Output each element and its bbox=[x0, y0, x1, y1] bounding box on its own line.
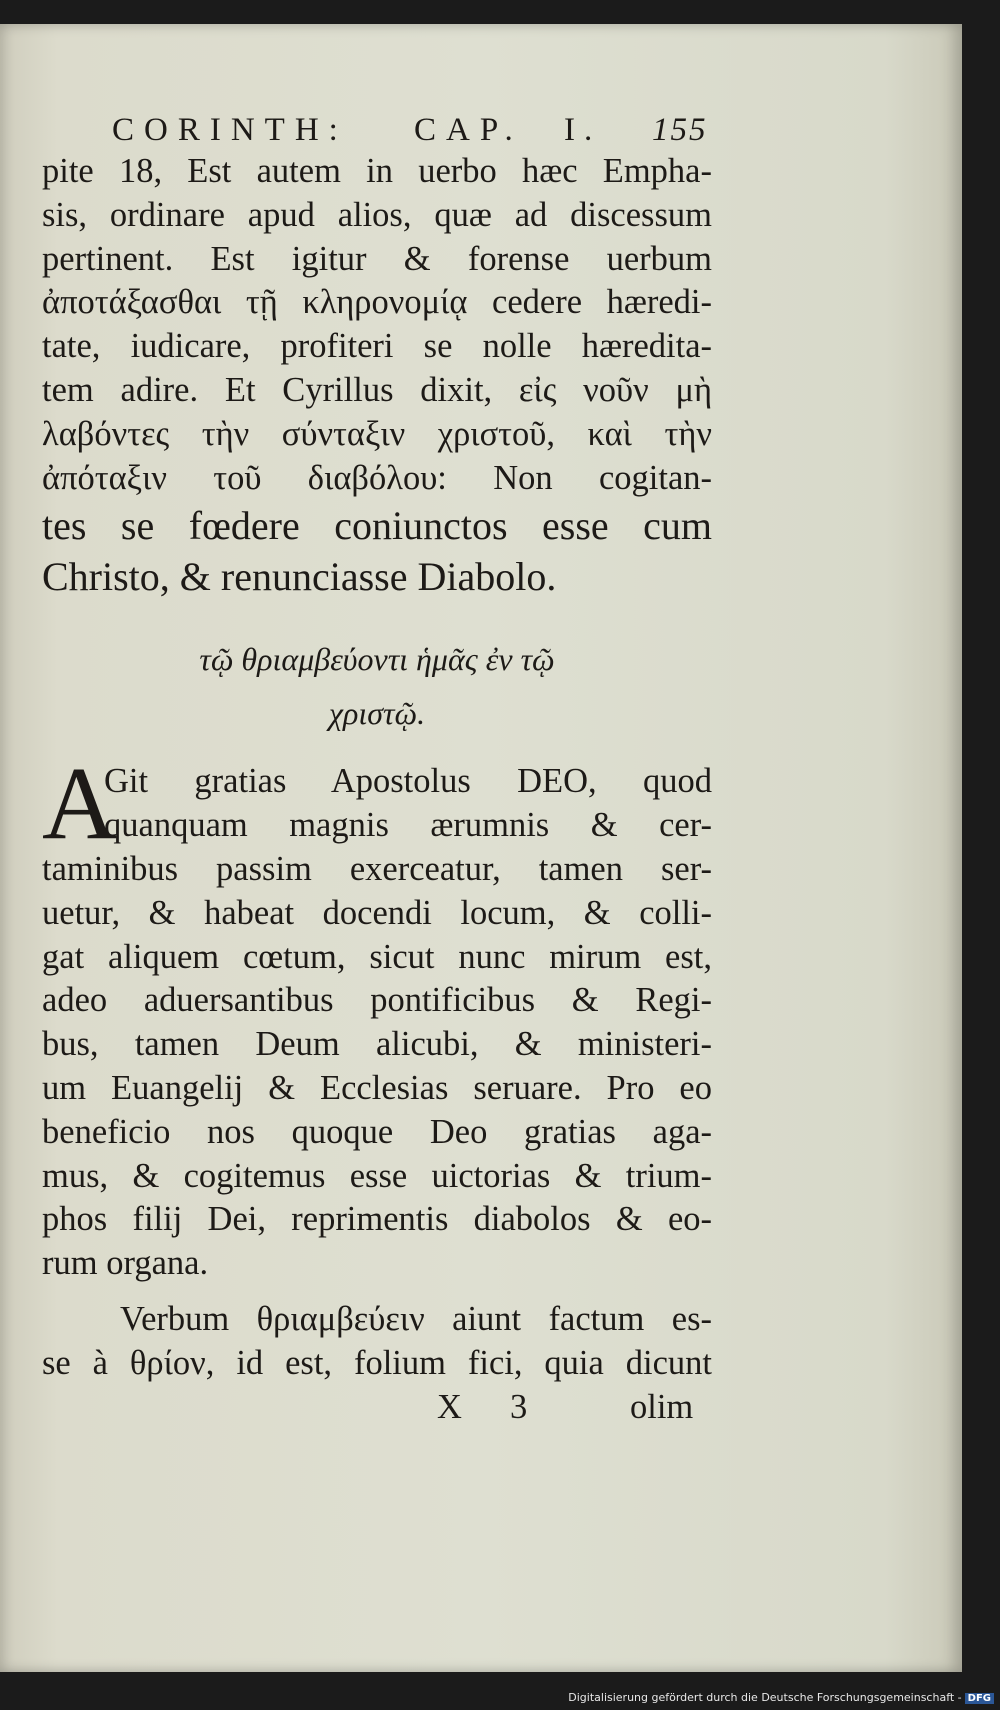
text-line: bus, tamen Deum alicubi, & ministeri- bbox=[42, 1025, 712, 1064]
drop-cap: A bbox=[42, 746, 118, 862]
dfg-logo: DFG bbox=[965, 1693, 994, 1704]
text-line: adeo aduersantibus pontificibus & Regi- bbox=[42, 981, 712, 1020]
signature-line bbox=[42, 1386, 712, 1430]
text-line: se à θρίον, id est, folium fici, quia dicunt bbox=[42, 1343, 712, 1382]
signature-number: 3 bbox=[510, 1387, 528, 1426]
text-line: sis, ordinare apud alios, quæ ad discessum bbox=[42, 195, 712, 234]
credit-text: Digitalisierung gefördert durch die Deutsche Forschungsgemeinschaft - bbox=[568, 1691, 962, 1704]
main-text-block bbox=[42, 150, 712, 1430]
text-line: gat aliquem cœtum, sicut nunc mirum est, bbox=[42, 937, 712, 976]
paragraph bbox=[42, 746, 712, 1286]
text-line: pite 18, Est autem in uerbo hæc Empha- bbox=[42, 152, 712, 190]
text-line: ἀπόταξιν τοῦ διαβόλου: Non cogitan- bbox=[42, 458, 712, 497]
greek-heading-line: τῷ θριαμβεύοντι ἡμᾶς ἐν τῷ bbox=[199, 641, 555, 678]
text-line: ἀποτάξασθαι τῇ κληρονομίᾳ cedere hæredi- bbox=[42, 283, 712, 322]
text-line: phos filij Dei, reprimentis diabolos & eo- bbox=[42, 1200, 712, 1239]
text-line: tem adire. Et Cyrillus dixit, εἰς νοῦν μὴ bbox=[42, 370, 712, 409]
catchword: olim bbox=[630, 1387, 694, 1426]
chapter-label: CAP. bbox=[414, 112, 523, 148]
text-line: beneficio nos quoque Deo gratias aga- bbox=[42, 1112, 712, 1151]
running-title: CORINTH: bbox=[112, 112, 348, 148]
paragraph bbox=[42, 1298, 712, 1386]
text-line: Git gratias Apostolus DEO, quod bbox=[104, 762, 712, 801]
text-line: mus, & cogitemus esse uictorias & trium- bbox=[42, 1156, 712, 1195]
text-line: pertinent. Est igitur & forense uerbum bbox=[42, 239, 712, 278]
text-line: tate, iudicare, profiteri se nolle hæredita- bbox=[42, 327, 712, 366]
text-line: rum organa. bbox=[42, 1244, 209, 1283]
digitization-credit bbox=[568, 1691, 994, 1704]
chapter-number: I. bbox=[564, 112, 602, 148]
text-line: quanquam magnis ærumnis & cer- bbox=[104, 806, 712, 845]
text-line: Verbum θριαμβεύειν aiunt factum es- bbox=[120, 1299, 712, 1338]
text-line-large: tes se fœdere coniunctos esse cum bbox=[42, 503, 712, 549]
greek-heading-line: χριστῷ. bbox=[328, 695, 426, 732]
running-head bbox=[112, 112, 712, 149]
page-number: 155 bbox=[652, 112, 708, 148]
text-line-large: Christo, & renunciasse Diabolo. bbox=[42, 554, 557, 600]
text-line: λαβόντες τὴν σύνταξιν χριστοῦ, καὶ τὴν bbox=[42, 414, 712, 453]
text-line: um Euangelij & Ecclesias seruare. Pro eo bbox=[42, 1068, 712, 1107]
signature-mark: X bbox=[437, 1387, 462, 1426]
text-line: uetur, & habeat docendi locum, & colli- bbox=[42, 893, 712, 932]
text-line: taminibus passim exerceatur, tamen ser- bbox=[42, 849, 712, 888]
